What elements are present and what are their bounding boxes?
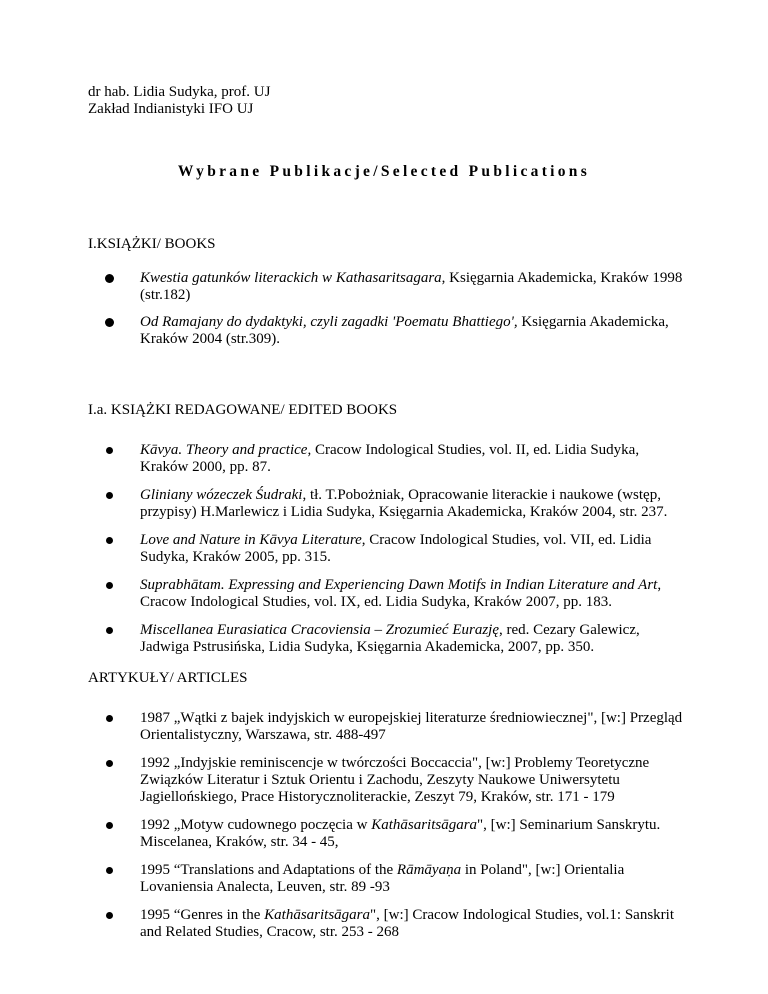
edited-book-details: Cracow Indological Studies, vol. II, ed. Lidia Sudyka, Kraków 2000, pp. 87. [140, 442, 640, 475]
article-text: 1987 „Wątki z bajek indyjskich w europejskiej literaturze średniowiecznej", [w:] Przegląd Orientalistyczny, Warszawa, str. 488-497 [140, 710, 683, 743]
bullet-icon [106, 582, 113, 589]
edited-book-title: Suprabhātam. Expressing and Experiencing Dawn Motifs in Indian Literature and Art [140, 577, 658, 593]
edited-book-details: , Cracow Indological Studies, vol. VII, ed. Lidia Sudyka, Kraków 2005, pp. 315. [140, 532, 652, 565]
article-text: 1992 „Motyw cudownego poczęcia w [140, 817, 372, 833]
edited-book-details: , tł. T.Pobożniak, Opracowanie literackie i naukowe (wstęp, przypisy) H.Marlewicz i Lidia Sudyka, Księgarnia Akademicka, Kraków 2004, str. 237. [140, 487, 668, 520]
list-item [88, 487, 688, 521]
bullet-icon [106, 760, 113, 767]
list-item [88, 710, 688, 744]
list-item [88, 577, 688, 611]
article-text-after: ", [w:] Cracow Indological Studies, vol.1: Sanskrit and Related Studies, Cracow, str. 253 - 268 [140, 907, 674, 940]
edited-book-details: , Cracow Indological Studies, vol. IX, ed. Lidia Sudyka, Kraków 2007, pp. 183. [140, 577, 662, 610]
books-heading: I.KSIĄŻKI/ BOOKS [88, 236, 216, 252]
article-text-after: in Poland", [w:] Orientalia Lovaniensia Analecta, Leuven, str. 89 -93 [140, 862, 625, 895]
list-item [88, 862, 688, 896]
list-item [88, 270, 688, 304]
bullet-icon [106, 715, 113, 722]
edited-books-heading: I.a. KSIĄŻKI REDAGOWANE/ EDITED BOOKS [88, 402, 398, 418]
book-title: Kwestia gatunków literackich w Kathasaritsagara [140, 270, 442, 286]
bullet-icon [106, 537, 113, 544]
edited-book-title: Miscellanea Eurasiatica Cracoviensia – Zrozumieć Eurazję [140, 622, 499, 638]
article-text-after: ", [w:] Seminarium Sanskrytu. Miscelanea, Kraków, str. 34 - 45, [140, 817, 661, 850]
bullet-icon [105, 318, 114, 327]
page-title: Wybrane Publikacje/Selected Publications [177, 163, 591, 180]
bullet-icon [106, 867, 113, 874]
author-header [88, 84, 270, 118]
list-item [88, 314, 688, 348]
article-italic: Rāmāyaṇa [396, 862, 462, 878]
list-item [88, 442, 688, 476]
list-item [88, 907, 688, 941]
list-item [88, 532, 688, 566]
bullet-icon [106, 822, 113, 829]
edited-book-title: Love and Nature in Kāvya Literature [140, 532, 362, 548]
articles-list [88, 710, 688, 941]
list-item [88, 817, 688, 851]
bullet-icon [106, 447, 113, 454]
author-name: dr hab. Lidia Sudyka, prof. UJ [88, 84, 271, 100]
article-italic: Kathāsaritsāgara [264, 907, 370, 923]
list-item [88, 755, 688, 806]
edited-books-list [88, 442, 688, 656]
article-text: 1995 “Translations and Adaptations of the [140, 862, 397, 878]
author-affiliation: Zakład Indianistyki IFO UJ [88, 101, 254, 117]
edited-book-title: Gliniany wózeczek Śudraki [140, 487, 303, 503]
bullet-icon [106, 912, 113, 919]
bullet-icon [105, 274, 114, 283]
book-title: Od Ramajany do dydaktyki, czyli zagadki 'Poematu Bhattiego', [140, 314, 518, 330]
books-list [88, 270, 688, 348]
book-details: , Księgarnia Akademicka, Kraków 1998 (str.182) [140, 270, 683, 303]
article-text: 1992 „Indyjskie reminiscencje w twórczości Boccaccia", [w:] Problemy Teoretyczne Związków Literatur i Sztuk Orientu i Zachodu, Zeszyty Naukowe Uniwersytetu Jagiellońskiego, Prace Historycznoliterackie, Zeszyt 79, Kraków, str. 171 - 179 [140, 755, 650, 805]
article-italic: Kathāsaritsāgara [371, 817, 478, 833]
bullet-icon [106, 627, 113, 634]
article-text: 1995 “Genres in the [140, 907, 265, 923]
list-item [88, 622, 688, 656]
articles-heading: ARTYKUŁY/ ARTICLES [88, 670, 248, 686]
book-details: Księgarnia Akademicka, Kraków 2004 (str.309). [140, 314, 669, 347]
edited-book-details: , red. Cezary Galewicz, Jadwiga Pstrusińska, Lidia Sudyka, Księgarnia Akademicka, 2007, pp. 350. [140, 622, 640, 655]
bullet-icon [106, 492, 113, 499]
edited-book-title: Kāvya. Theory and practice, [140, 442, 312, 458]
